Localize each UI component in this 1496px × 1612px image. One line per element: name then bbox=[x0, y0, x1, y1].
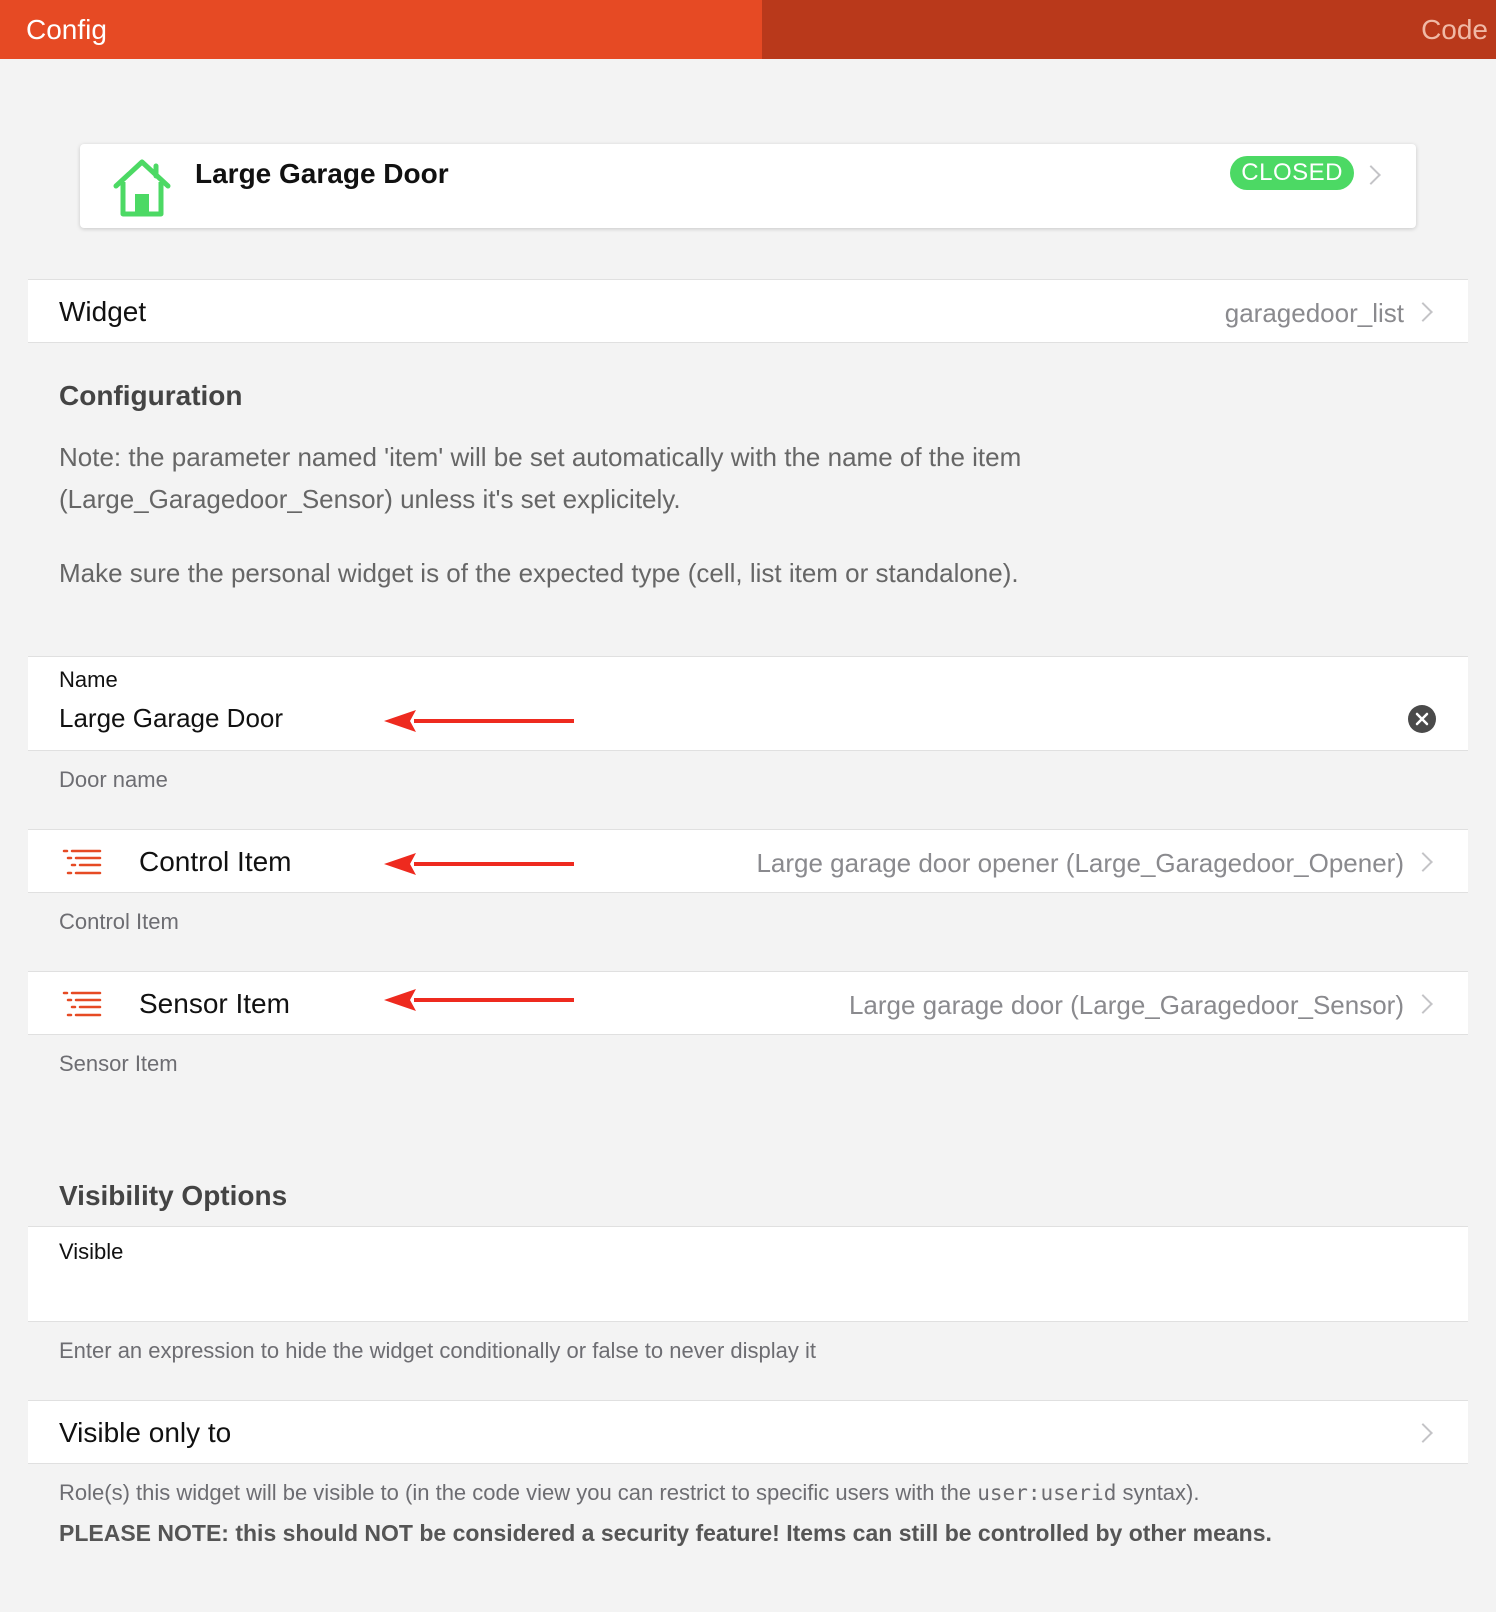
card-title: Large Garage Door bbox=[195, 158, 449, 189]
name-field-label: Name bbox=[59, 667, 118, 692]
control-item-helper-text: Control Item bbox=[59, 909, 179, 934]
visible-helper-text: Enter an expression to hide the widget conditionally or false to never display it bbox=[59, 1338, 816, 1363]
list-icon bbox=[62, 848, 102, 876]
status-badge: CLOSED bbox=[1230, 156, 1354, 190]
chevron-right-icon bbox=[1361, 165, 1381, 185]
annotation-arrow bbox=[384, 988, 574, 1012]
chevron-right-icon bbox=[1413, 852, 1433, 872]
visible-only-to-row[interactable] bbox=[28, 1400, 1468, 1464]
tab-code[interactable]: Code bbox=[762, 0, 1496, 59]
name-helper-text: Door name bbox=[59, 767, 168, 792]
annotation-arrow bbox=[384, 852, 574, 876]
top-tab-bar bbox=[0, 0, 1496, 59]
visible-field-row[interactable] bbox=[28, 1226, 1468, 1322]
widget-label: Widget bbox=[59, 296, 147, 327]
code-snippet: user:userid bbox=[977, 1481, 1117, 1505]
sensor-item-label: Sensor Item bbox=[139, 988, 290, 1019]
chevron-right-icon bbox=[1413, 302, 1433, 322]
name-input[interactable]: Large Garage Door bbox=[59, 703, 284, 733]
configuration-heading: Configuration bbox=[59, 380, 243, 411]
roles-helper-text: Role(s) this widget will be visible to (in the code view you can restrict to specific users with the user:userid syntax). bbox=[59, 1480, 1200, 1505]
annotation-arrow bbox=[384, 709, 574, 733]
widget-preview-card[interactable] bbox=[80, 144, 1416, 228]
control-item-row[interactable] bbox=[28, 829, 1468, 893]
list-icon bbox=[62, 990, 102, 1018]
tab-config[interactable]: Config bbox=[0, 0, 762, 59]
sensor-item-row[interactable] bbox=[28, 971, 1468, 1035]
control-item-label: Control Item bbox=[139, 846, 292, 877]
clear-input-icon[interactable] bbox=[1408, 705, 1436, 733]
visibility-heading: Visibility Options bbox=[59, 1180, 288, 1211]
visible-only-to-label: Visible only to bbox=[59, 1417, 232, 1448]
configuration-note: Note: the parameter named 'item' will be set automatically with the name of the item (Large_Garagedoor_Sensor) unless it's set explicitely. bbox=[59, 442, 1022, 514]
name-field-row[interactable] bbox=[28, 656, 1468, 751]
sensor-item-helper-text: Sensor Item bbox=[59, 1051, 178, 1076]
chevron-right-icon bbox=[1413, 1423, 1433, 1443]
widget-selector-row[interactable] bbox=[28, 279, 1468, 343]
control-item-value: Large garage door opener (Large_Garagedoor_Opener) bbox=[756, 848, 1404, 878]
chevron-right-icon bbox=[1413, 994, 1433, 1014]
sensor-item-value: Large garage door (Large_Garagedoor_Sensor) bbox=[848, 990, 1404, 1020]
visible-field-label: Visible bbox=[59, 1239, 124, 1264]
security-warning-text: PLEASE NOTE: this should NOT be considered a security feature! Items can still be controlled by other means. bbox=[59, 1520, 1272, 1546]
widget-value: garagedoor_list bbox=[1224, 298, 1404, 328]
home-icon bbox=[110, 156, 174, 220]
configuration-type-note: Make sure the personal widget is of the expected type (cell, list item or standalone). bbox=[59, 558, 1019, 588]
